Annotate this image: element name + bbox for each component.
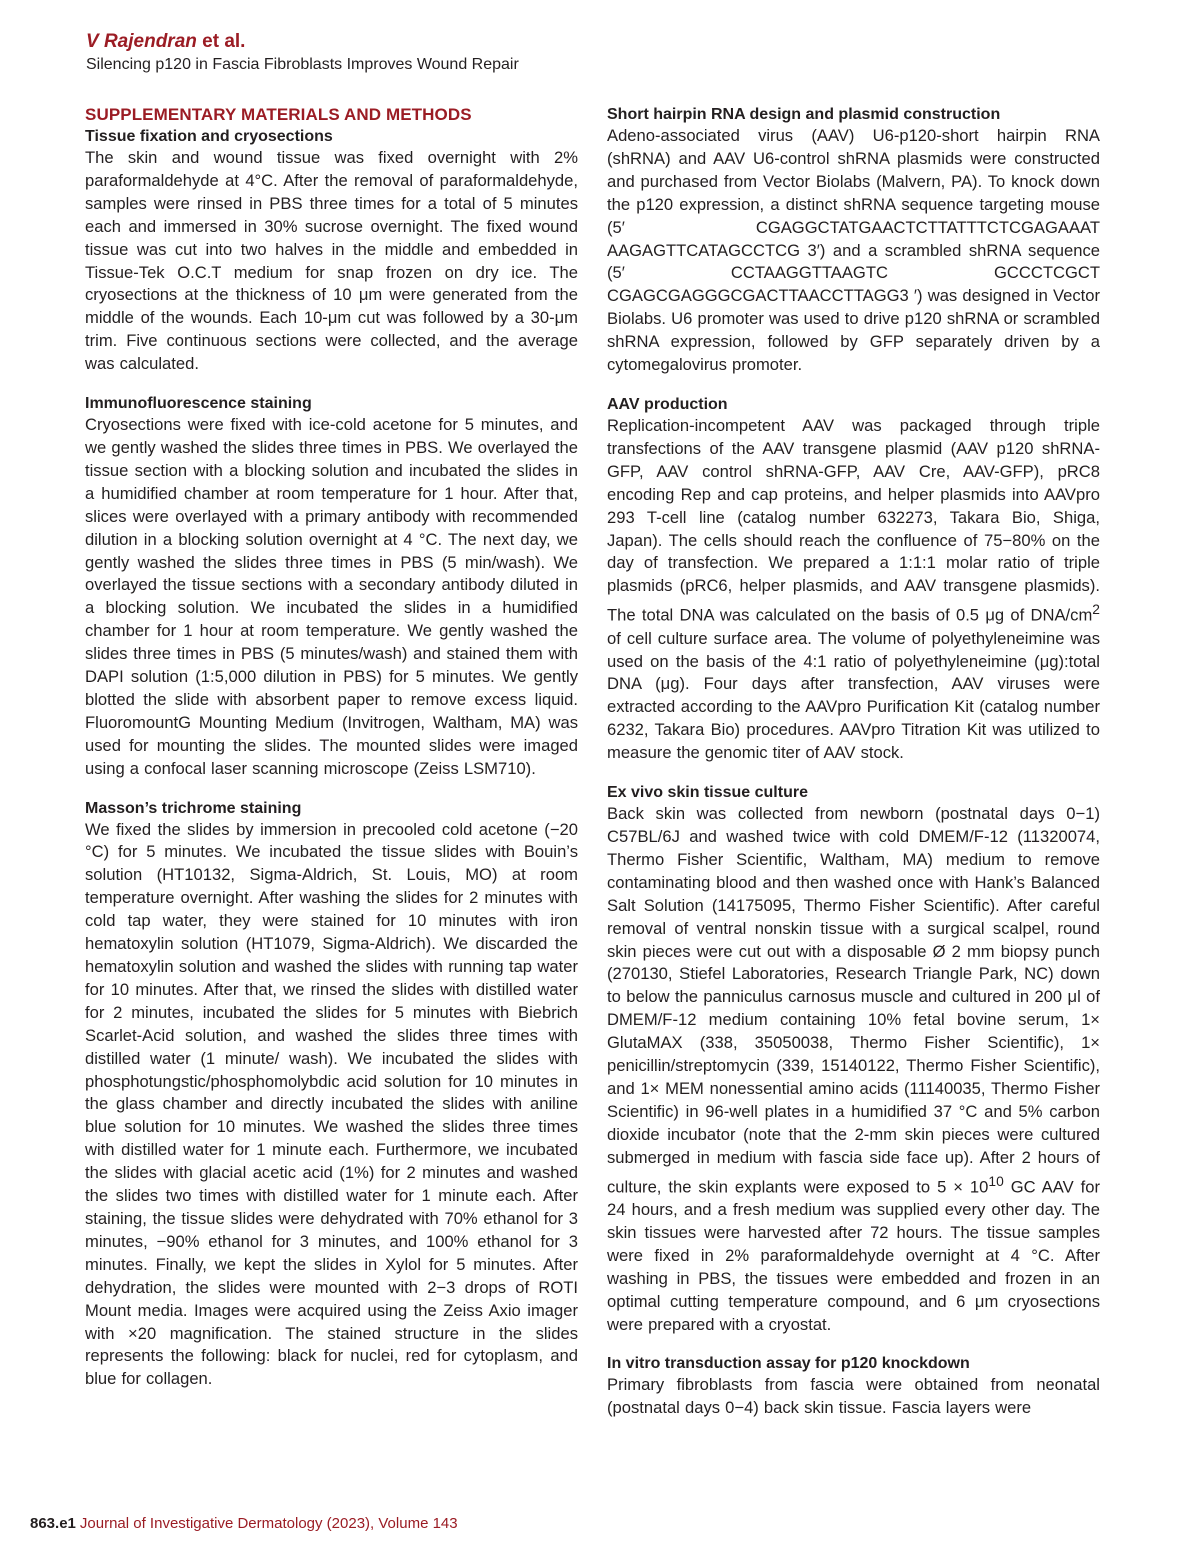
- subsection-heading-ex-vivo-culture: Ex vivo skin tissue culture: [607, 784, 808, 802]
- paragraph-shrna-design: Adeno-associated virus (AAV) U6-p120-short hairpin RNA (shRNA) and AAV U6-control shRNA plasmids were constructed and purchased from Vector Biolabs (Malvern, PA). To knock down the p120 expression, a distinct shRNA sequence targeting mouse (5′ CGAGGCTATGAACTCTTATTTCTCGAGAAAT AAGAGTTCATAGCCTCG 3′) and a scrambled shRNA sequence (5′ CCTAAGGTTAAGTC GCCCTCGCT CGAGCGAGGGCGACTTAACCTTAGG3 ′) was designed in Vector Biolabs. U6 promoter was used to drive p120 shRNA or scrambled shRNA expression, followed by GFP separately driven by a cytomegalovirus promoter.: [607, 126, 1100, 375]
- paragraph-tissue-fixation: The skin and wound tissue was fixed overnight with 2% paraformaldehyde at 4°C. After the removal of paraformaldehyde, samples were rinsed in PBS three times for a total of 5 minutes each and immersed in 30% sucrose overnight. The fixed wound tissue was cut into two halves in the middle and embedded in Tissue-Tek O.C.T medium for snap frozen on dry ice. The cryosections at the thickness of 10 μm were generated from the middle of the wounds. Each 10-μm cut was followed by a 30-μm trim. Five continuous sections were collected, and the average was calculated.: [85, 148, 578, 374]
- paragraph-masson-trichrome: We fixed the slides by immersion in precooled cold acetone (−20 °C) for 5 minutes. We incubated the tissue slides with Bouin’s solution (HT10132, Sigma-Aldrich, St. Louis, MO) at room temperature overnight. After washing the slides for 2 minutes with cold tap water, they were stained for 10 minutes with iron hematoxylin solution (HT1079, Sigma-Aldrich). We discarded the hematoxylin solution and washed the slides with running tap water for 10 minutes. After that, we rinsed the slides with distilled water for 2 minutes, incubated the slides for 5 minutes with Biebrich Scarlet-Acid solution, and washed the slides three times with distilled water (1 minute/ wash). We incubated the slides with phosphotungstic/phosphomolybdic acid solution for 10 minutes in the glass chamber and directly incubated the slides with aniline blue solution for 10 minutes. We washed the slides three times with distilled water for 1 minute each. Furthermore, we incubated the slides with glacial acetic acid (1%) for 2 minutes and washed the slides two times with distilled water for 1 minute each. After staining, the tissue slides were dehydrated with 70% ethanol for 3 minutes, −90% ethanol for 3 minutes, and 100% ethanol for 3 minutes. Finally, we kept the slides in Xylol for 5 minutes. After dehydration, the slides were mounted with 2−3 drops of ROTI Mount media. Images were acquired using the Zeiss Axio imager with ×20 magnification. The stained structure in the slides represents the following: black for nuclei, red for cytoplasm, and blue for collagen.: [85, 819, 578, 1389]
- author-name: V Rajendran: [86, 31, 197, 52]
- left-column: [85, 104, 578, 1391]
- paragraph-immunofluorescence: Cryosections were fixed with ice-cold acetone for 5 minutes, and we gently washed the slides three times in PBS. We overlayed the tissue section with a blocking solution and incubated the slides in a humidified chamber at room temperature for 1 hour. After that, slices were overlayed with a primary antibody with recommended dilution in a blocking solution overnight at 4 °C. The next day, we gently washed the slides three times in PBS (5 min/wash). We overlayed the tissue sections with a secondary antibody diluted in a blocking solution. We incubated the slides in a humidified chamber for 1 hour at room temperature. We gently washed the slides three times in PBS (5 minutes/wash) and stained them with DAPI solution (1:5,000 dilution in PBS) for 5 minutes. We gently blotted the slide with absorbent paper to remove excess liquid. FluoromountG Mounting Medium (Invitrogen, Waltham, MA) was used for mounting the slides. The mounted slides were imaged using a confocal laser scanning microscope (Zeiss LSM710).: [85, 415, 578, 778]
- author-line: [86, 30, 686, 54]
- ex-vivo-text-part-2: GC AAV for 24 hours, and a fresh medium was supplied every other day. The skin tissues were harvested after 72 hours. The tissue samples were fixed in 2% paraformaldehyde overnight at 4 °C. After washing in PBS, the tissues were embedded and frozen in an optimal cutting temperature compound, and 6 μm cryosections were prepared with a cryostat.: [607, 1177, 1100, 1334]
- ex-vivo-text-part-1: Back skin was collected from newborn (postnatal days 0−1) C57BL/6J and washed twice with cold DMEM/F-12 (11320074, Thermo Fisher Scientific, Waltham, MA) medium to remove contaminating blood and then washed once with Hank’s Balanced Salt Solution (14175095, Thermo Fisher Scientific). After careful removal of ventral nonskin tissue with a surgical scalpel, round skin pieces were cut out with a disposable Ø 2 mm biopsy punch (270130, Stiefel Laboratories, Research Triangle Park, NC) down to below the panniculus carnosus muscle and cultured in 200 μl of DMEM/F-12 medium containing 10% fetal bovine serum, 1× GlutaMAX (338, 35050038, Thermo Fisher Scientific), 1× penicillin/streptomycin (339, 15140122, Thermo Fisher Scientific), and 1× MEM nonessential amino acids (11140035, Thermo Fisher Scientific) in 96-well plates in a humidified 37 °C and 5% carbon dioxide incubator (note that the 2-mm skin pieces were cultured submerged in medium with fascia side face up). After 2 hours of culture, the skin explants were exposed to 5 × 10: [607, 804, 1100, 1197]
- subsection-heading-immunofluorescence: Immunofluorescence staining: [85, 395, 312, 413]
- paragraph-ex-vivo-culture: [607, 803, 1100, 1336]
- subsection-heading-aav-production: AAV production: [607, 395, 728, 413]
- page-number: 863.e1: [30, 1515, 76, 1532]
- journal-citation: Journal of Investigative Dermatology (2023), Volume 143: [79, 1515, 458, 1532]
- paragraph-aav-production: [607, 415, 1100, 765]
- ex-vivo-superscript: 10: [988, 1172, 1004, 1189]
- running-head: [86, 30, 686, 75]
- subsection-heading-shrna-design: Short hairpin RNA design and plasmid construction: [607, 106, 1001, 123]
- section-title: SUPPLEMENTARY MATERIALS AND METHODS: [85, 105, 472, 124]
- aav-text-part-1: Replication-incompetent AAV was packaged through triple transfections of the AAV transgene plasmid (AAV p120 shRNA-GFP, AAV control shRNA-GFP, AAV Cre, AAV-GFP), pRC8 encoding Rep and cap proteins, and helper plasmids into AAVpro 293 T-cell line (catalog number 632273, Takara Bio, Shiga, Japan). The cells should reach the confluence of 75−80% on the day of transfection. We prepared a 1:1:1 molar ratio of triple plasmids (pRC6, helper plasmids, and AAV transgene plasmids). The total DNA was calculated on the basis of 0.5 μg of DNA/cm: [607, 415, 1100, 625]
- aav-text-part-2: of cell culture surface area. The volume of polyethyleneimine was used on the basis of the 4:1 ratio of polyethyleneimine (μg):total DNA (μg). Four days after transfection, AAV viruses were extracted according to the AAVpro Purification Kit (catalog number 6232, Takara Bio) procedures. AAVpro Titration Kit was utilized to measure the genomic titer of AAV stock.: [607, 628, 1100, 763]
- subsection-heading-in-vitro-transduction: In vitro transduction assay for p120 knockdown: [607, 1355, 970, 1373]
- subsection-heading-tissue-fixation: Tissue fixation and cryosections: [85, 128, 333, 145]
- right-column: [607, 104, 1100, 1420]
- page-footer: [30, 1514, 458, 1534]
- aav-superscript: 2: [1092, 601, 1100, 618]
- subsection-heading-masson-trichrome: Masson’s trichrome staining: [85, 799, 302, 817]
- paragraph-in-vitro-transduction: Primary fibroblasts from fascia were obtained from neonatal (postnatal days 0−4) back skin tissue. Fascia layers were: [607, 1375, 1100, 1418]
- author-suffix: et al.: [196, 31, 246, 52]
- short-title: Silencing p120 in Fascia Fibroblasts Improves Wound Repair: [86, 56, 519, 73]
